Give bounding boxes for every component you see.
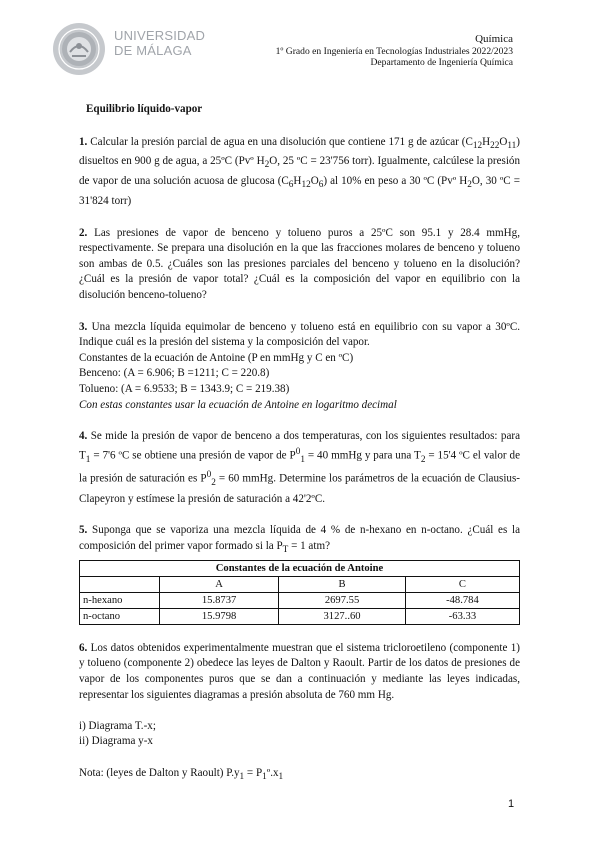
toluene-constants: Tolueno: (A = 6.9533; B = 1343.9; C = 219.38)	[79, 382, 290, 395]
subscript: T	[282, 545, 289, 556]
problem-2-text	[79, 226, 520, 304]
subscript: 2	[467, 180, 472, 191]
table-cell: 15.8737	[160, 592, 279, 608]
antoine-constants-table	[79, 560, 520, 625]
subscript: 1	[300, 454, 305, 465]
problem-number: 3.	[79, 320, 88, 333]
text-fragment: H	[482, 135, 491, 148]
subscript: 6	[288, 180, 294, 191]
superscript: 0	[295, 446, 301, 457]
problem-3-text	[79, 320, 520, 351]
table-cell: 2697.55	[279, 592, 406, 608]
table-cell: -63.33	[405, 608, 519, 624]
table-header-row	[80, 576, 520, 592]
department-name: Departamento de Ingeniería Química	[370, 57, 513, 68]
subscript: 22	[490, 140, 500, 151]
course-info	[276, 33, 513, 68]
subscript: 11	[507, 140, 517, 151]
table-caption-row	[80, 560, 520, 576]
table-cell: n-octano	[80, 608, 160, 624]
text-fragment: Nota: (leyes de Dalton y Raoult) P.y	[79, 766, 240, 779]
table-header-cell: C	[405, 576, 519, 592]
text-fragment: O	[499, 135, 508, 148]
university-name	[114, 28, 205, 58]
text-fragment: Una mezcla líquida equimolar de benceno y tolueno está en equilibrio con su vapor a 30ºC. Indique cuál es la presión del sistema y la composición del vapor.	[79, 320, 520, 349]
university-name-line1: UNIVERSIDAD	[114, 28, 206, 43]
text-fragment: Calcular la presión parcial de agua en una disolución que contiene 171 g de azúcar (C	[87, 135, 473, 148]
problem-5	[79, 523, 520, 624]
table-cell: 15.9798	[160, 608, 279, 624]
subscript: 1	[262, 771, 267, 782]
problem-number: 1.	[79, 135, 88, 148]
problem-number: 4.	[79, 430, 88, 443]
text-fragment: = 40 mmHg y para una T	[304, 449, 421, 462]
subscript: 2	[264, 160, 270, 171]
subscript: 12	[472, 140, 483, 151]
subject-name: Química	[475, 33, 513, 45]
text-fragment: O, 25 ºC = 23'756 torr). Igualmente, calcúlese la presión de vapor de una solución acuosa de glucosa (C	[79, 155, 520, 188]
problem-1	[79, 135, 520, 210]
diagram-item-ii: ii) Diagrama y-x	[79, 735, 153, 748]
table-cell: 3127..60	[279, 608, 406, 624]
text-fragment: O	[310, 175, 319, 188]
text-fragment: = 60 mmHg. Determine los parámetros de la ecuación de Clausius-Clapeyron y estímese la presión de saturación a 42'2ºC.	[79, 472, 520, 505]
table-row	[80, 592, 520, 608]
problem-4-text	[79, 429, 520, 507]
text-fragment: = 7'6 ºC se obtiene una presión de vapor de P	[90, 449, 296, 462]
spacer	[79, 703, 520, 719]
text-fragment: H	[293, 175, 302, 188]
subscript: 2	[420, 454, 426, 465]
table-caption: Constantes de la ecuación de Antoine	[80, 560, 520, 576]
page-header	[0, 0, 600, 80]
problem-5-text	[79, 523, 520, 558]
text-fragment: Suponga que se vaporiza una mezcla líquida de 4 % de n-hexano en n-octano. ¿Cuál es la composición del primer vapor formado si la P	[79, 524, 520, 552]
text-fragment: = P	[244, 766, 263, 779]
text-fragment: Se mide la presión de vapor de benceno a dos temperaturas, con los siguientes resultados: para T	[79, 430, 520, 462]
superscript: 0	[206, 470, 212, 481]
table-header-cell	[80, 576, 160, 592]
text-fragment: Las presiones de vapor de benceno y tolueno puros a 25ºC son 95.1 y 28.4 mmHg, respectivamente. Se prepara una disolución en la que las fracciones molares de benceno y tolueno son ambas de 0.5. ¿Cuáles son las presiones parciales del benceno y tolueno en la disolución? ¿Cuál es la presión de vapor total? ¿Cuál es la composición del vapor en equilibrio con la disolución benceno-tolueno?	[79, 226, 520, 301]
document-title: Equilibrio líquido-vapor	[86, 103, 203, 115]
university-seal-logo	[52, 22, 106, 76]
problem-number: 2.	[79, 226, 88, 239]
subscript: 1	[239, 771, 245, 782]
page-number: 1	[508, 798, 515, 810]
subscript: 12	[301, 180, 311, 191]
text-fragment: O, 30 ºC = 31'824 torr)	[79, 175, 521, 208]
degree-name: 1º Grado en Ingeniería en Tecnologías Industriales 2022/2023	[275, 46, 513, 57]
text-fragment: ) disueltos en 900 g de agua, a 25ºC (Pvº H	[79, 135, 520, 168]
document-body	[79, 102, 520, 801]
problem-number: 6.	[79, 641, 88, 654]
subscript: 1	[278, 771, 284, 782]
problem-6-text	[79, 641, 520, 703]
antoine-constants-label: Constantes de la ecuación de Antoine (P en mmHg y C en ºC)	[79, 351, 354, 364]
subscript: 2	[211, 478, 216, 489]
table-header-cell: B	[279, 576, 406, 592]
text-fragment: Los datos obtenidos experimentalmente muestran que el sistema tricloroetileno (componente 1) y tolueno (componente 2) obedece las leyes de Dalton y Raoult. Partir de los datos de presiones de vapor de los componentes puros que se dan a continuación y mediante las leyes indicadas, representar los siguientes diagramas a presión absoluta de 760 mm Hg.	[79, 641, 520, 701]
text-fragment: º.x	[266, 766, 279, 779]
problem-4	[79, 429, 520, 507]
dalton-raoult-note	[79, 766, 520, 786]
subscript: 6	[318, 180, 324, 191]
table-header-cell: A	[160, 576, 279, 592]
university-name-line2: DE MÁLAGA	[114, 43, 192, 58]
text-fragment: ) al 10% en peso a 30 ºC (Pvº H	[323, 175, 468, 188]
problem-1-text	[79, 135, 520, 210]
benzene-constants: Benceno: (A = 6.906; B =1211; C = 220.8)	[79, 367, 270, 380]
subscript: 1	[85, 454, 91, 465]
antoine-note: Con estas constantes usar la ecuación de Antoine en logaritmo decimal	[79, 398, 397, 411]
problem-3	[79, 320, 520, 414]
spacer	[79, 750, 520, 766]
table-cell: -48.784	[405, 592, 519, 608]
text-fragment: = 1 atm?	[288, 539, 330, 552]
diagram-item-i: i) Diagrama T.-x;	[79, 719, 156, 732]
problem-2	[79, 226, 520, 304]
text-fragment: = 15'4 ºC el valor de la presión de saturación es P	[79, 449, 521, 485]
table-row	[80, 608, 520, 624]
problem-6	[79, 641, 520, 786]
problem-number: 5.	[79, 524, 88, 537]
table-cell: n-hexano	[80, 592, 160, 608]
